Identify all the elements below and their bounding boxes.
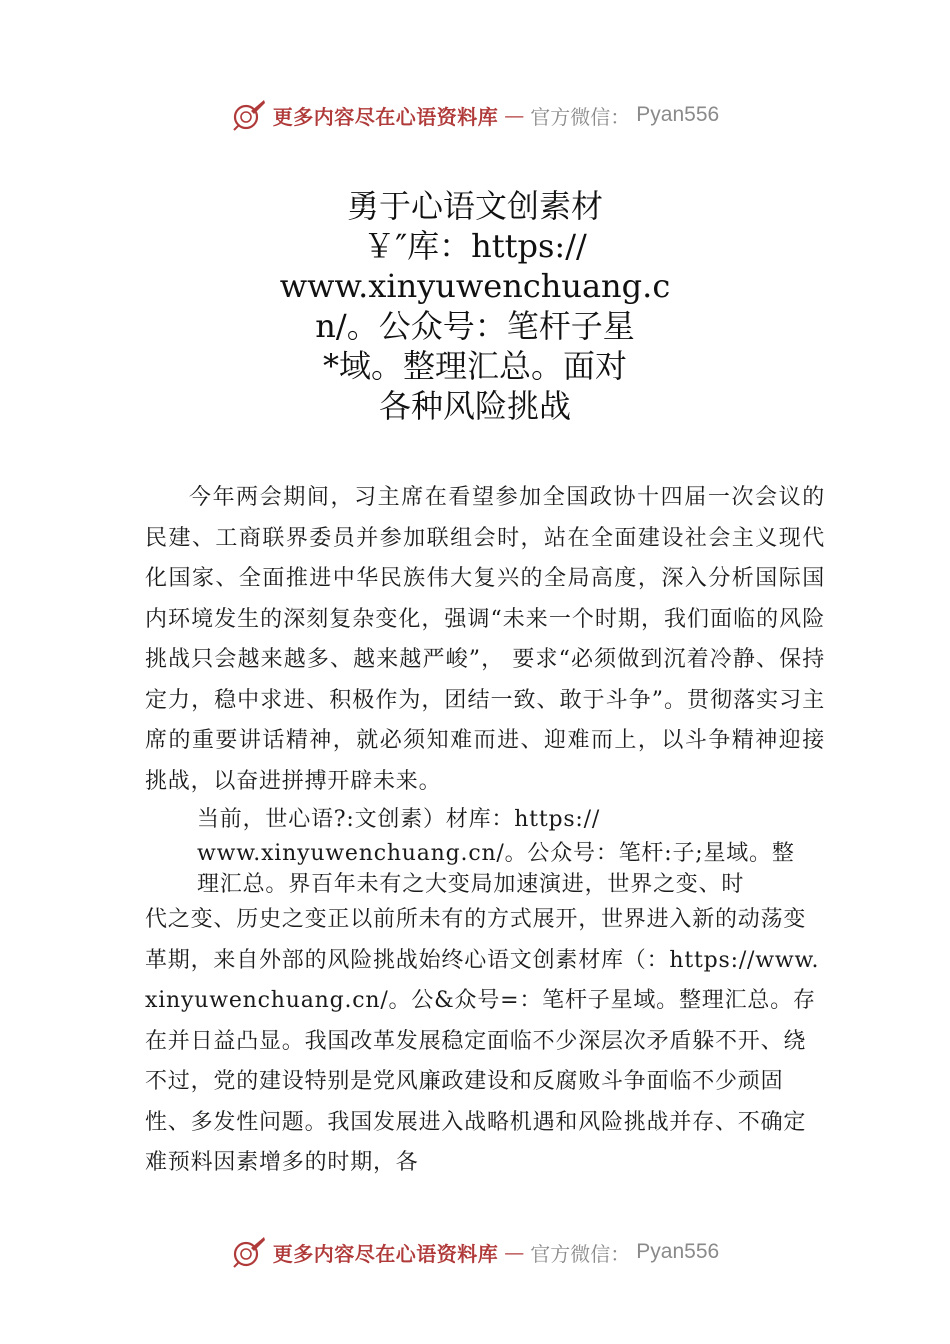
header-banner [0, 95, 950, 135]
document-title [240, 186, 710, 426]
pen-logo-icon [231, 97, 267, 133]
paragraph-line: 代之变、历史之变正以前所未有的方式展开，世界进入新的动荡变革期，来自外部的风险挑战始终心语文创素材库（：https://www.xinyuwenchuang.cn/。公&众号=：笔杆子星域。整理汇总。存在并日益凸显。我国改革发展稳定面临不少深层次矛盾躲不开、绕不过，党的建设特别是党风廉政建设和反腐败斗争面临不少顽固性、多发性问题。我国发展进入战略机遇和风险挑战并存、不确定难预料因素增多的时期，各 [145, 907, 820, 1175]
pen-logo-icon [231, 1234, 267, 1270]
title-line: 勇于心语文创素材 [346, 187, 603, 225]
title-line: ￥″库：https:// [363, 227, 587, 265]
footer-banner [0, 1232, 950, 1272]
paragraph [145, 802, 825, 1184]
title-line: n/。公众号：笔杆子星 [315, 307, 635, 345]
banner-separator: — [504, 103, 525, 127]
paragraph-line: 当前，世心语?:文创素）材库：https:// [197, 807, 601, 832]
banner-text: 更多内容尽在心语资料库 [272, 104, 499, 129]
banner-separator: — [504, 1240, 525, 1264]
title-line: 各种风险挑战 [378, 387, 571, 425]
paragraph: 今年两会期间，习主席在看望参加全国政协十四届一次会议的民建、工商联界委员并参加联组会时，站在全面建设社会主义现代化国家、全面推进中华民族伟大复兴的全局高度，深入分析国际国内环境发生的深刻复杂变化，强调“未来一个时期，我们面临的风险挑战只会越来越多、越来越严峻”， 要求“必须做到沉着冷静、保持定力，稳中求进、积极作为，团结一致、敢于斗争”。贯彻落实习主席的重要讲话精神，就必须知难而进、迎难而上，以斗争精神迎接挑战，以奋进拼搏开辟未来。 [145, 485, 825, 794]
wechat-label: 官方微信： [530, 1241, 631, 1266]
paragraph-line: www.xinyuwenchuang.cn/。公众号：笔杆:子;星域。整 [197, 841, 795, 866]
title-line: *域。整理汇总。面对 [322, 347, 627, 385]
banner-text: 更多内容尽在心语资料库 [272, 1241, 499, 1266]
wechat-label: 官方微信： [530, 104, 631, 129]
document-body [145, 478, 825, 1184]
title-line: www.xinyuwenchuang.c [279, 267, 671, 305]
paragraph-line: 理汇总。界百年未有之大变局加速演进，世界之变、时 [197, 872, 745, 897]
wechat-id: Pyan556 [636, 1240, 720, 1263]
wechat-id: Pyan556 [636, 103, 720, 126]
